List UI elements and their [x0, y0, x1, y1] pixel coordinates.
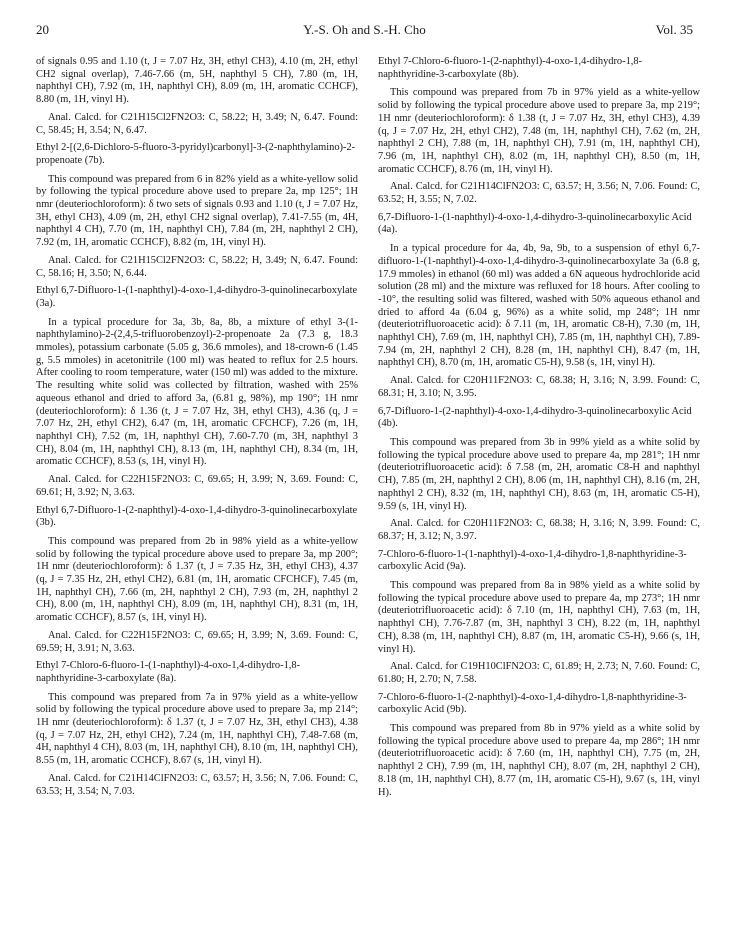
elemental-analysis: Anal. Calcd. for C21H14ClFN2O3: C, 63.57; H, 3.56; N, 7.06. Found: C, 63.52; H, 3.55; N, 7.02.	[378, 181, 700, 206]
paragraph: In a typical procedure for 4a, 4b, 9a, 9b, to a suspension of ethyl 6,7-difluoro-1-(1-naphthyl)-4-oxo-1,4-dihydro-3-quinolinecarboxylate 3a (6.8 g, 17.9 mmoles) in ethanol (60 ml) was added a 6N aqueous hydrochloride acid solution (28 ml) and the mixture was refluxed for 18 hours. After cooling to -10°, the resulting solid was filtered, washed with 50% aqueous ethanol and dried to afford 4a (6.04 g, 96%) as a white solid, mp 248°; 1H nmr (deuteriotrifluoroacetic acid): δ 7.11 (m, 1H, aromatic C8-H), 7.30 (m, 1H, naphthyl CH), 7.69 (m, 1H, naphthyl CH), 7.85 (m, 1H, naphthyl CH), 7.89-7.94 (m, 2H, naphthyl 2 CH), 8.28 (m, 1H, naphthyl CH), 8.47 (m, 1H, naphthyl CH), 8.70 (m, 1H, aromatic C5-H), 9.58 (s, 1H, vinyl H).	[378, 243, 700, 369]
paragraph: This compound was prepared from 6 in 82% yield as a white-yellow solid by following the typical procedure above used to prepare 2a, mp 125°; 1H nmr (deuteriochloroform): δ two sets of signals 0.93 and 1.10 (t, J = 7.07 Hz, 3H, ethyl CH3), 4.09 (m, 2H, ethyl CH2 signal overlap), 7.41-7.55 (m, 4H, naphthyl 4 CH), 7.70 (m, 1H, naphthyl CH), 7.84 (m, 2H, naphthyl 2 CH), 7.92 (m, 1H, aromatic CCHCF), 8.82 (m, 1H, vinyl H).	[36, 173, 358, 249]
left-column	[36, 56, 358, 803]
elemental-analysis: Anal. Calcd. for C22H15F2NO3: C, 69.65; H, 3.99; N, 3.69. Found: C, 69.61; H, 3.92; N, 3.63.	[36, 474, 358, 498]
running-authors: Y.-S. Oh and S.-H. Cho	[303, 22, 426, 37]
elemental-analysis: Anal. Calcd. for C22H15F2NO3: C, 69.65; H, 3.99; N, 3.69. Found: C, 69.59; H, 3.91; N, 3.63.	[36, 629, 358, 654]
paragraph: This compound was prepared from 2b in 98% yield as a white-yellow solid by following the typical procedure above used to prepare 3a, mp 200°; 1H nmr (deuteriochloroform): δ 1.37 (t, J = 7.35 Hz, 3H, ethyl CH3), 4.37 (q, J = 7.35 Hz, 2H, ethyl CH2), 6.81 (m, 1H, aromatic CFCHCF), 7.45 (m, 1H, naphthyl CH), 7.66 (m, 2H, naphthyl 2 CH), 7.93 (m, 2H, naphthyl 2 CH), 8.00 (m, 1H, naphthyl CH), 8.09 (m, 1H, naphthyl CH), 8.31 (m, 1H, aromatic CCHCF), 8.57 (s, 1H, vinyl H).	[36, 535, 358, 624]
compound-title: Ethyl 2-[(2,6-Dichloro-5-fluoro-3-pyridyl)carbonyl]-3-(2-naphthylamino)-2-propenoate (7b).	[36, 142, 356, 166]
compound-title: Ethyl 7-Chloro-6-fluoro-1-(2-naphthyl)-4-oxo-1,4-dihydro-1,8-naphthyridine-3-carboxylate (8b).	[378, 56, 643, 80]
elemental-analysis: Anal. Calcd. for C21H14ClFN2O3: C, 63.57; H, 3.56; N, 7.06. Found: C, 63.53; H, 3.54; N, 7.03.	[36, 772, 358, 797]
compound-title: 7-Chloro-6-fluoro-1-(2-naphthyl)-4-oxo-1,4-dihydro-1,8-naphthyridine-3-carboxylic Acid (9b).	[378, 691, 687, 716]
elemental-analysis: Anal. Calcd. for C21H15Cl2FN2O3: C, 58.22; H, 3.49; N, 6.47. Found: C, 58.16; H, 3.50; N, 6.44.	[36, 254, 358, 279]
paragraph: This compound was prepared from 7a in 97% yield as a white-yellow solid by following the typical procedure above used to prepare 3a, mp 214°; 1H nmr (deuteriochloroform): δ 1.37 (t, J = 7.07 Hz, 3H, ethyl CH3), 4.38 (q, J = 7.07 Hz, 2H, ethyl CH2), 7.24 (m, 1H, naphthyl CH), 7.48-7.68 (m, 4H, naphthyl 4 CH), 8.03 (m, 1H, naphthyl CH), 8.10 (m, 1H, naphthyl CH), 8.55 (m, 1H, aromatic CCHCF), 8.67 (s, 1H, vinyl H).	[36, 691, 358, 767]
running-header	[36, 22, 693, 38]
elemental-analysis: Anal. Calcd. for C20H11F2NO3: C, 68.38; H, 3.16; N, 3.99. Found: C, 68.37; H, 3.12; N, 3.97.	[378, 518, 700, 542]
paragraph: This compound was prepared from 8a in 98% yield as a white solid by following the typical procedure above used to prepare 4a, mp 273°; 1H nmr (deuteriotrifluoroacetic acid): δ 7.10 (m, 1H, naphthyl CH), 7.63 (m, 1H, naphthyl CH), 7.76-7.87 (m, 3H, naphthyl 3 CH), 8.22 (m, 1H, naphthyl CH), 8.38 (m, 1H, naphthyl CH), 8.87 (m, 1H, aromatic C5-H), 9.66 (s, 1H, vinyl H).	[378, 580, 700, 655]
volume-label: Vol. 35	[655, 22, 693, 37]
right-column	[378, 56, 700, 804]
elemental-analysis: Anal. Calcd. for C21H15Cl2FN2O3: C, 58.22; H, 3.49; N, 6.47. Found: C, 58.45; H, 3.54; N, 6.47.	[36, 111, 358, 136]
paragraph: This compound was prepared from 7b in 97% yield as a white-yellow solid by following the typical procedure above used to prepare 3a, mp 219°; 1H nmr (deuteriochloroform): δ 1.38 (t, J = 7.07 Hz, 3H, ethyl CH3), 4.39 (q, J = 7.07 Hz, 2H, ethyl CH2), 7.48 (m, 1H, naphthyl CH), 7.62 (m, 2H, naphthyl 2 CH), 7.88 (m, 1H, naphthyl CH), 7.91 (m, 1H, naphthyl CH), 7.96 (m, 1H, naphthyl CH), 8.02 (m, 1H, naphthyl CH), 8.50 (m, 1H, aromatic CCHCF), 8.76 (m, 1H, vinyl H).	[378, 87, 700, 175]
paragraph: In a typical procedure for 3a, 3b, 8a, 8b, a mixture of ethyl 3-(1-naphthylamino)-2-(2,4,5-trifluorobenzoyl)-2-propenoate 2a (7.3 g, 18.3 mmoles), potassium carbonate (5.05 g, 36.6 mmoles), and 18-crown-6 (1.45 g, 5.5 mmoles) in acetonitrile (100 ml) was heated to reflux for 2.5 hours. After cooling to room temperature, water (150 ml) was added to the mixture. The resulting white solid was collected by filtration, washed with 25% aqueous ethanol and dried to afford 3a, (6.81 g, 98%), mp 190°; 1H nmr (deuteriochloroform): δ 1.36 (t, J = 7.07 Hz, 3H, ethyl CH3), 4.36 (q, J = 7.07 Hz, 2H, ethyl CH2), 6.47 (m, 1H, aromatic CFCHCF), 7.26 (m, 1H, naphthyl CH), 7.52 (m, 1H, naphthyl CH), 7.60-7.70 (m, 3H, naphthyl 3 CH), 8.04 (m, 1H, naphthyl CH), 8.13 (m, 1H, naphthyl CH), 8.34 (m, 1H, aromatic CCHCF), 8.53 (s, 1H, vinyl H).	[36, 316, 358, 468]
compound-title: Ethyl 6,7-Difluoro-1-(1-naphthyl)-4-oxo-1,4-dihydro-3-quinolinecarboxylate (3a).	[36, 285, 358, 309]
paragraph: This compound was prepared from 8b in 97% yield as a white solid by following the typical procedure above used to prepare 4a, mp 286°; 1H nmr (deuteriotrifluoroacetic acid): δ 7.60 (m, 1H, naphthyl CH), 7.75 (m, 2H, naphthyl 2 CH), 7.99 (m, 1H, naphthyl CH), 8.07 (m, 2H, naphthyl 2 CH), 8.18 (m, 1H, naphthyl CH), 8.77 (m, 1H, aromatic C5-H), 9.67 (s, 1H, vinyl H).	[378, 723, 700, 798]
paragraph: of signals 0.95 and 1.10 (t, J = 7.07 Hz, 3H, ethyl CH3), 4.10 (m, 2H, ethyl CH2 signal overlap), 7.46-7.66 (m, 5H, naphthyl 5 CH), 7.80 (m, 1H, naphthyl CH), 7.92 (m, 1H, naphthyl CH), 8.09 (m, 1H, aromatic CCHCF), 8.80 (m, 1H, vinyl H).	[36, 56, 358, 106]
paragraph: This compound was prepared from 3b in 99% yield as a white solid by following the typical procedure above used to prepare 4a, mp 281°; 1H nmr (deuteriotrifluoroacetic acid): δ 7.58 (m, 2H, aromatic C8-H and naphthyl CH), 7.85 (m, 2H, naphthyl 2 CH), 8.06 (m, 1H, naphthyl CH), 8.16 (m, 2H, naphthyl 2 CH), 8.32 (m, 1H, naphthyl CH), 8.63 (m, 1H, aromatic C5-H), 9.59 (s, 1H, vinyl H).	[378, 436, 700, 512]
page-number: 20	[36, 22, 49, 37]
compound-title: 6,7-Difluoro-1-(2-naphthyl)-4-oxo-1,4-dihydro-3-quinolinecarboxylic Acid (4b).	[378, 405, 692, 430]
elemental-analysis: Anal. Calcd. for C19H10ClFN2O3: C, 61.89; H, 2.73; N, 7.60. Found: C, 61.80; H, 2.70; N, 7.58.	[378, 661, 700, 685]
compound-title: 6,7-Difluoro-1-(1-naphthyl)-4-oxo-1,4-dihydro-3-quinolinecarboxylic Acid (4a).	[378, 211, 692, 236]
elemental-analysis: Anal. Calcd. for C20H11F2NO3: C, 68.38; H, 3.16; N, 3.99. Found: C, 68.31; H, 3.10; N, 3.95.	[378, 375, 700, 399]
compound-title: Ethyl 7-Chloro-6-fluoro-1-(1-naphthyl)-4-oxo-1,4-dihydro-1,8-naphthyridine-3-carboxylate (8a).	[36, 660, 301, 684]
compound-title: 7-Chloro-6-fluoro-1-(1-naphthyl)-4-oxo-1,4-dihydro-1,8-naphthyridine-3-carboxylic Acid (9a).	[378, 548, 687, 573]
compound-title: Ethyl 6,7-Difluoro-1-(2-naphthyl)-4-oxo-1,4-dihydro-3-quinolinecarboxylate (3b).	[36, 504, 358, 529]
